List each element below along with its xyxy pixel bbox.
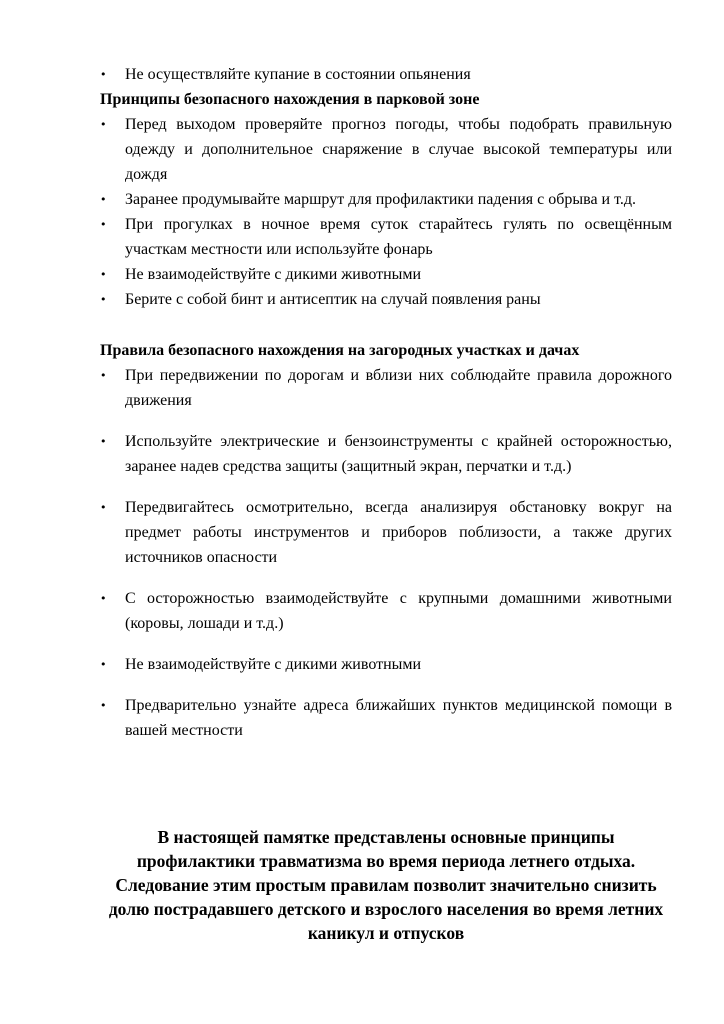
bullet-icon: •: [100, 293, 107, 306]
list-item: [100, 693, 672, 743]
list-item: [100, 212, 672, 262]
list-item-text: Не взаимодействуйте с дикими животными: [125, 266, 422, 283]
list-item-text: С осторожностью взаимодействуйте с крупными домашними животными (коровы, лошади и т.д.): [125, 590, 672, 632]
list-item-text: Передвигайтесь осмотрительно, всегда анализируя обстановку вокруг на предмет работы инструментов и приборов поблизости, а также других источников опасности: [125, 499, 672, 566]
list-item-text: Перед выходом проверяйте прогноз погоды, чтобы подобрать правильную одежду и дополнительное снаряжение в случае высокой температуры или дождя: [125, 116, 672, 183]
list-item: [100, 429, 672, 479]
bullet-icon: •: [100, 193, 107, 206]
bullet-icon: •: [100, 592, 107, 605]
park-section-heading: Принципы безопасного нахождения в парковой зоне: [100, 91, 480, 108]
list-item-text: Заранее продумывайте маршрут для профилактики падения с обрыва и т.д.: [125, 191, 637, 208]
list-item: [100, 586, 672, 636]
list-item: [100, 187, 672, 212]
bullet-icon: •: [100, 68, 107, 81]
list-item-text: Не осуществляйте купание в состоянии опьянения: [125, 66, 471, 83]
list-item: [100, 262, 672, 287]
top-list: [100, 62, 672, 87]
bullet-icon: •: [100, 501, 107, 514]
bullet-icon: •: [100, 268, 107, 281]
bullet-icon: •: [100, 658, 107, 671]
bullet-icon: •: [100, 699, 107, 712]
country-section-heading: Правила безопасного нахождения на загородных участках и дачах: [100, 342, 580, 359]
list-item-text: Используйте электрические и бензоинструменты с крайней осторожностью, заранее надев средства защиты (защитный экран, перчатки и т.д.): [125, 433, 672, 475]
list-item: [100, 363, 672, 413]
list-item: [100, 62, 672, 87]
list-item: [100, 652, 672, 677]
list-item: [100, 495, 672, 570]
list-item-text: Предварительно узнайте адреса ближайших пунктов медицинской помощи в вашей местности: [125, 697, 672, 739]
park-list: [100, 112, 672, 312]
list-item-text: При прогулках в ночное время суток старайтесь гулять по освещённым участкам местности или используйте фонарь: [125, 216, 672, 258]
country-list: [100, 363, 672, 743]
bullet-icon: •: [100, 118, 107, 131]
list-item-text: Не взаимодействуйте с дикими животными: [125, 656, 422, 673]
bullet-icon: •: [100, 435, 107, 448]
list-item: [100, 287, 672, 312]
document-page: [100, 62, 672, 743]
list-item: [100, 112, 672, 187]
list-item-text: Берите с собой бинт и антисептик на случай появления раны: [125, 291, 541, 308]
bullet-icon: •: [100, 369, 107, 382]
list-item-text: При передвижении по дорогам и вблизи них соблюдайте правила дорожного движения: [125, 367, 672, 409]
bullet-icon: •: [100, 218, 107, 231]
closing-summary: В настоящей памятке представлены основные принципы профилактики травматизма во время периода летнего отдыха. Следование этим простым правилам позволит значительно снизить долю пострадавшего детского и взрослого населения во время летних каникул и отпусков: [108, 827, 664, 943]
